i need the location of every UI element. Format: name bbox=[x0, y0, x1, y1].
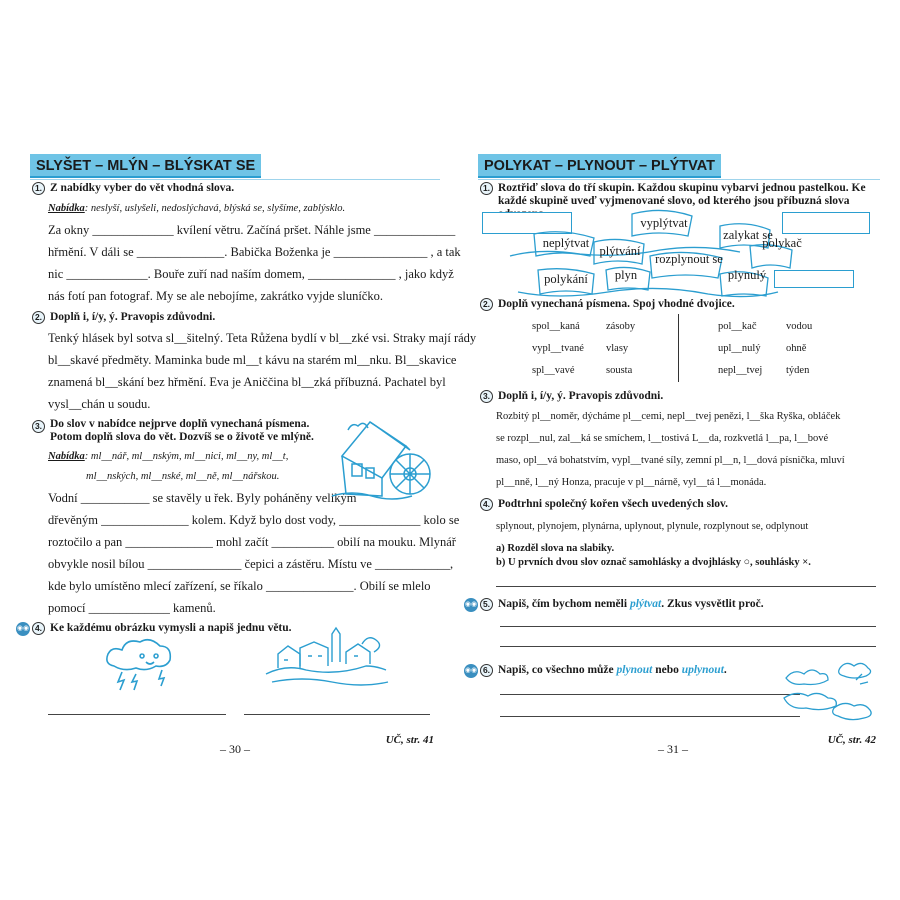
word-card: neplýtvat bbox=[542, 236, 590, 250]
exercise-instruction: Napiš, co všechno může plynout nebo uplynout. bbox=[498, 664, 727, 676]
glasses-badge-icon: ◉◉ bbox=[464, 598, 478, 612]
exercise-instruction: Roztřiď slova do tří skupin. Každou skupinu vybarvi jednou pastelkou. Ke každé skupině uveď vyjmenované slovo, od kterého jsou příbuzná slova bbox=[498, 182, 866, 207]
pair-word: spol__kaná bbox=[532, 321, 580, 332]
exercise-number: 4. bbox=[32, 622, 45, 635]
pair-word: ohně bbox=[786, 343, 807, 354]
exercise-instruction: Doplň vynechaná písmena. Spoj vhodné dvojice. bbox=[498, 298, 735, 310]
textbook-reference: UČ, str. 42 bbox=[827, 734, 876, 746]
text-line: znamená bl__skání bez hřmění. Eva je Aniččina bl__zká příbuzná. Pachatel byl bbox=[48, 375, 446, 389]
page-title: SLYŠET – MLÝN – BLÝSKAT SE bbox=[30, 154, 261, 178]
storm-cloud-icon bbox=[102, 636, 182, 692]
text-line: maso, opl__vá bohatstvím, vypl__tvané síly, zemní pl__n, l__dová písnička, mluví bbox=[496, 455, 845, 466]
text-line: hřmění. V dáli se ______________. Babička Boženka je _______________ , a tak bbox=[48, 245, 461, 259]
offer: Nabídka: ml__nář, ml__nským, ml__nici, ml__ny, ml__t, bbox=[48, 451, 289, 462]
answer-line[interactable] bbox=[500, 716, 800, 717]
pair-word: nepl__tvej bbox=[718, 365, 763, 376]
title-rule bbox=[478, 179, 880, 180]
answer-line[interactable] bbox=[500, 626, 876, 627]
text-line: Za okny _____________ kvílení větru. Začíná pršet. Náhle jsme _____________ bbox=[48, 223, 456, 237]
exercise-instruction: Doplň i, í/y, ý. Pravopis zdůvodni. bbox=[50, 311, 216, 323]
glasses-badge-icon: ◉◉ bbox=[16, 622, 30, 636]
word-card: polykání bbox=[544, 272, 588, 286]
offer: ml__nských, ml__nské, ml__ně, ml__nářskou. bbox=[86, 471, 280, 482]
pair-word: vlasy bbox=[606, 343, 629, 354]
glasses-badge-icon: ◉◉ bbox=[464, 664, 478, 678]
exercise-number: 1. bbox=[480, 182, 493, 195]
answer-line[interactable] bbox=[500, 646, 876, 647]
clouds-icon bbox=[780, 658, 878, 724]
answer-line[interactable] bbox=[48, 714, 226, 715]
pair-word: týden bbox=[786, 365, 810, 376]
exercise-number: 4. bbox=[480, 498, 493, 511]
word-card: rozplynout se bbox=[655, 252, 723, 266]
pair-word: upl__nulý bbox=[718, 343, 761, 354]
pair-word: zásoby bbox=[606, 321, 636, 332]
pair-word: sousta bbox=[606, 365, 633, 376]
exercise-instruction: Podtrhni společný kořen všech uvedených slov. bbox=[498, 498, 729, 510]
text-line: bl__skavé předměty. Maminka bude ml__t kávu na starém ml__nku. Bl__skavice bbox=[48, 353, 457, 367]
word-card: zalykat se bbox=[723, 228, 773, 242]
exercise-number: 1. bbox=[32, 182, 45, 195]
text-line: pomocí _____________ kamenů. bbox=[48, 601, 216, 615]
exercise-instruction: Doplň i, í/y, ý. Pravopis zdůvodni. bbox=[498, 390, 664, 402]
text-line: nic _____________. Bouře zuří nad naším domem, ______________ , jako když bbox=[48, 267, 454, 281]
exercise-number: 6. bbox=[480, 664, 493, 677]
subtask-a: a) Rozděl slova na slabiky. bbox=[496, 543, 615, 554]
pair-word: spl__vavé bbox=[532, 365, 575, 376]
text-line: dřevěným ______________ kolem. Když bylo dost vody, _____________ kolo se bbox=[48, 513, 460, 527]
title-rule bbox=[30, 179, 440, 180]
textbook-reference: UČ, str. 41 bbox=[385, 734, 434, 746]
exercise-number: 3. bbox=[32, 420, 45, 433]
left-page bbox=[16, 148, 477, 760]
exercise-instruction: Z nabídky vyber do vět vhodná slova. bbox=[50, 182, 235, 194]
offer: Nabídka: neslyší, uslyšeli, nedoslýchavá, blýská se, slyšíme, zablýsklo. bbox=[48, 203, 346, 214]
pair-word: vodou bbox=[786, 321, 813, 332]
text-line: vysl__chán u soudu. bbox=[48, 397, 151, 411]
word-card: plýtvání bbox=[599, 244, 641, 258]
right-page bbox=[464, 148, 880, 760]
exercise-number: 2. bbox=[32, 311, 45, 324]
answer-line[interactable] bbox=[244, 714, 430, 715]
exercise-instruction: Napiš, čím bychom neměli plýtvat. Zkus vysvětlit proč. bbox=[498, 598, 764, 610]
word-card: plynulý bbox=[727, 268, 767, 282]
text-line: Rozbitý pl__noměr, dýcháme pl__cemi, nepl__tvej penězi, l__ška Ryška, obláček bbox=[496, 411, 841, 422]
page-title: POLYKAT – PLYNOUT – PLÝTVAT bbox=[478, 154, 721, 178]
pair-word: pol__kač bbox=[718, 321, 757, 332]
word-card: vyplýtvat bbox=[640, 216, 688, 230]
answer-line[interactable] bbox=[496, 586, 876, 587]
text-line: obvykle nosil bílou _______________ čepici a zástěru. Místu ve ____________, bbox=[48, 557, 454, 571]
text-line: Tenký hlásek byl sotva sl__šitelný. Teta Růžena bydlí v bl__zké vsi. Straky mají rády bbox=[48, 331, 477, 345]
watermill-icon bbox=[322, 416, 438, 500]
text-line: Vodní ___________ se stavěly u řek. Byly poháněny velikým bbox=[48, 491, 357, 505]
exercise-instruction: Ke každému obrázku vymysli a napiš jednu větu. bbox=[50, 622, 292, 634]
word-list: splynout, plynojem, plynárna, uplynout, plynule, rozplynout se, odplynout bbox=[496, 521, 809, 532]
text-line: nás fotí pan fotograf. My se ale nebojíme, zakrátko vyjde sluníčko. bbox=[48, 289, 383, 303]
exercise-number: 2. bbox=[480, 298, 493, 311]
column-divider bbox=[678, 314, 679, 382]
exercise-number: 3. bbox=[480, 390, 493, 403]
exercise-number: 5. bbox=[480, 598, 493, 611]
page-number: – 30 – bbox=[220, 742, 250, 756]
word-card: polykač bbox=[762, 236, 802, 250]
text-line: kde bylo umístěno mlecí zařízení, se říkalo ______________. Obilí se mlelo bbox=[48, 579, 431, 593]
word-card: plyn bbox=[614, 268, 638, 282]
text-line: pl__nně, l__ný Honza, pracuje v pl__nárně, vyl__tá l__monáda. bbox=[496, 477, 767, 488]
text-line: roztočilo a pan ______________ mohl začít __________ obilí na mouku. Mlynář bbox=[48, 535, 456, 549]
text-line: se rozpl__nul, zal__ká se smíchem, l__tostivá L__da, rozkvetlá l__pa, l__bové bbox=[496, 433, 829, 444]
answer-line[interactable] bbox=[500, 694, 800, 695]
village-icon bbox=[262, 626, 390, 688]
subtask-b: b) U prvních dvou slov označ samohlásky a dvojhlásky ○, souhlásky ×. bbox=[496, 557, 811, 568]
pair-word: vypl__tvané bbox=[532, 343, 584, 354]
exercise-instruction: Do slov v nabídce nejprve doplň vynechaná písmena. Potom doplň slova do vět. Dozvíš se o životě ve mlýně. bbox=[50, 418, 314, 443]
page-number: – 31 – bbox=[658, 742, 688, 756]
